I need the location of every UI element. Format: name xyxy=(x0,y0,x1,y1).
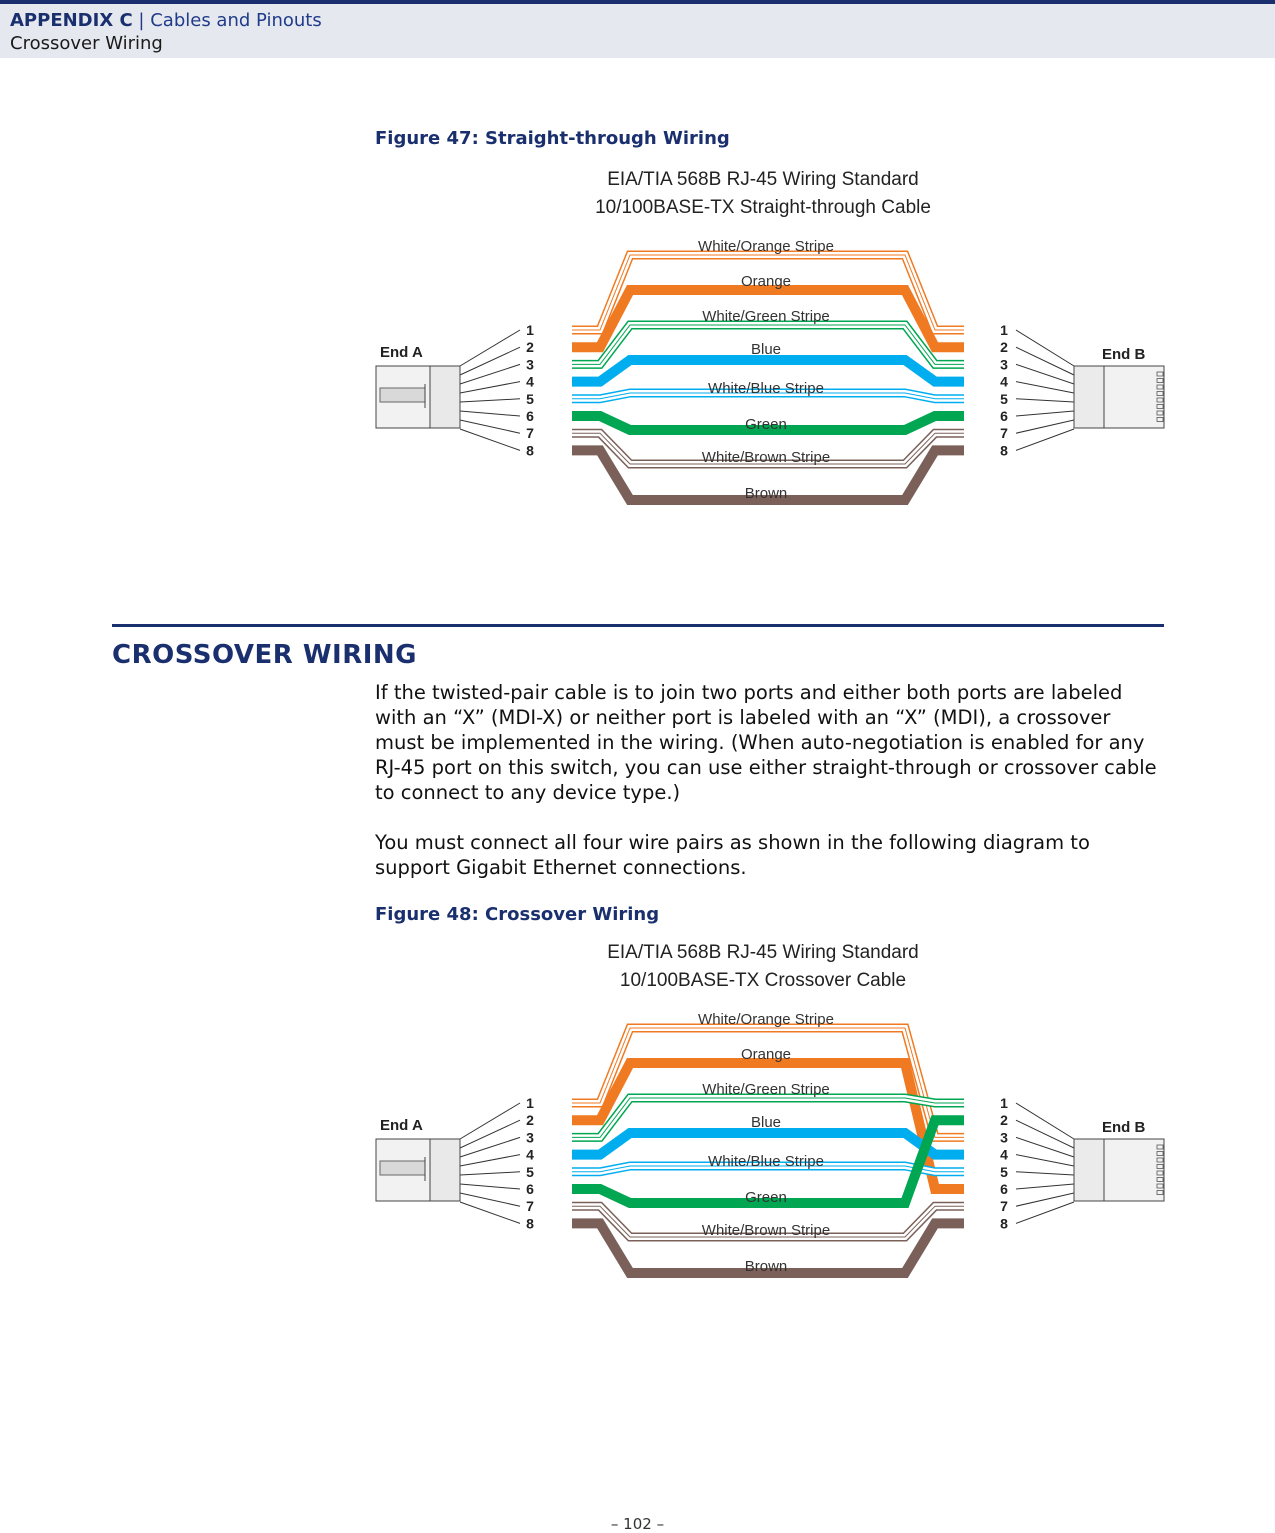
figure-47-diagram xyxy=(360,160,1180,560)
pin-number-a: 4 xyxy=(526,373,534,390)
wire-label: Green xyxy=(745,1189,787,1206)
pin-number-b: 1 xyxy=(1000,1095,1008,1111)
leader-line-a xyxy=(460,1137,520,1157)
pin-number-a: 2 xyxy=(526,339,534,356)
leader-line-b xyxy=(1016,1172,1074,1175)
leader-line-b xyxy=(1016,1137,1074,1157)
pin-number-a: 7 xyxy=(526,1198,534,1215)
pin-number-a: 2 xyxy=(526,1112,534,1129)
pin-number-a: 8 xyxy=(526,1215,534,1232)
leader-line-a xyxy=(460,1155,520,1166)
pin-number-b: 6 xyxy=(1000,408,1008,424)
leader-line-a xyxy=(460,420,520,433)
rj45-connector-end-b xyxy=(1074,1139,1164,1201)
leader-line-b xyxy=(1016,1202,1074,1223)
wire-label: White/Blue Stripe xyxy=(708,1153,824,1170)
pin-number-b: 3 xyxy=(1000,356,1008,373)
end-b-label: End B xyxy=(1102,346,1146,363)
leader-line-b xyxy=(1016,1193,1074,1206)
leader-line-a xyxy=(460,1193,520,1206)
pin-number-a: 6 xyxy=(526,408,534,424)
pin-number-b: 7 xyxy=(1000,1198,1008,1215)
pin-number-b: 3 xyxy=(1000,1129,1008,1146)
leader-line-a xyxy=(460,364,520,384)
pin-number-b: 5 xyxy=(1000,1163,1008,1180)
pin-number-b: 8 xyxy=(1000,442,1008,459)
leader-line-a xyxy=(460,429,520,450)
page-number: – 102 – xyxy=(610,1515,665,1533)
wire-label: White/Green Stripe xyxy=(702,1081,830,1098)
leader-line-b xyxy=(1016,411,1074,416)
pin-number-a: 1 xyxy=(526,1095,534,1111)
leader-line-b xyxy=(1016,1155,1074,1166)
wire-4 xyxy=(572,360,964,382)
wire-label: Blue xyxy=(750,341,782,358)
section-title: CROSSOVER WIRING xyxy=(112,640,417,670)
leader-line-b xyxy=(1016,1184,1074,1189)
diagram-title-line2: 10/100BASE-TX Crossover Cable xyxy=(619,970,907,991)
pin-number-b: 5 xyxy=(1000,390,1008,407)
diagram-title-line2: 10/100BASE-TX Straight-through Cable xyxy=(595,197,931,218)
paragraph-gigabit-note: You must connect all four wire pairs as shown in the following diagram to support Gigabit Ethernet connections. xyxy=(375,831,1090,879)
leader-line-a xyxy=(460,1202,520,1223)
chapter-title: Cables and Pinouts xyxy=(150,10,322,31)
pin-number-b: 7 xyxy=(1000,425,1008,442)
wire-label: Orange xyxy=(740,273,792,290)
paragraph-crossover-intro: If the twisted-pair cable is to join two ports and either both ports are labeled with an “X” (MDI-X) or neither port is labeled with an “X” (MDI), a crossover must be implemented in the wiring. (When auto-negotiation is enabled for any RJ-45 port on this switch, you can use either straight-through or crossover cable to connect to any device type.) xyxy=(375,681,1157,804)
header-section: Crossover Wiring xyxy=(10,33,163,54)
leader-line-a xyxy=(460,411,520,416)
pin-number-a: 5 xyxy=(526,390,534,407)
wire-label: White/Green Stripe xyxy=(702,308,830,325)
wire-4 xyxy=(572,1133,964,1155)
leader-line-a xyxy=(460,399,520,402)
wire-label: Green xyxy=(745,416,787,433)
wire-label: White/Orange Stripe xyxy=(698,1011,834,1028)
header-separator: | xyxy=(138,10,145,31)
leader-line-b xyxy=(1016,382,1074,393)
pin-number-b: 6 xyxy=(1000,1181,1008,1197)
pin-number-b: 1 xyxy=(1000,322,1008,338)
end-b-label: End B xyxy=(1102,1119,1146,1136)
pin-number-b: 2 xyxy=(1000,339,1008,356)
page-header xyxy=(0,0,1275,58)
appendix-label: APPENDIX C xyxy=(10,10,133,31)
pin-number-b: 4 xyxy=(1000,1146,1008,1163)
wire-label: Blue xyxy=(750,1114,782,1131)
wire-label: White/Brown Stripe xyxy=(701,1222,831,1239)
pin-number-a: 6 xyxy=(526,1181,534,1197)
diagram-title-line1: EIA/TIA 568B RJ-45 Wiring Standard xyxy=(607,942,919,963)
section-divider xyxy=(112,624,1164,627)
wire-label: White/Orange Stripe xyxy=(698,238,834,255)
pin-number-a: 3 xyxy=(526,356,534,373)
pin-number-a: 8 xyxy=(526,442,534,459)
leader-line-a xyxy=(460,382,520,393)
pin-number-a: 3 xyxy=(526,1129,534,1146)
diagram-title-line1: EIA/TIA 568B RJ-45 Wiring Standard xyxy=(607,169,919,190)
leader-line-a xyxy=(460,1184,520,1189)
figure-48-diagram xyxy=(360,933,1180,1333)
leader-line-b xyxy=(1016,364,1074,384)
wire-label: White/Brown Stripe xyxy=(701,449,831,466)
wire-label: Brown xyxy=(744,485,788,502)
wire-label: Orange xyxy=(740,1046,792,1063)
pin-number-a: 7 xyxy=(526,425,534,442)
pin-number-a: 1 xyxy=(526,322,534,338)
rj45-connector-end-a xyxy=(376,366,460,428)
rj45-connector-end-a xyxy=(376,1139,460,1201)
end-a-label: End A xyxy=(380,344,423,361)
leader-line-b xyxy=(1016,399,1074,402)
pin-number-a: 4 xyxy=(526,1146,534,1163)
pin-number-a: 5 xyxy=(526,1163,534,1180)
figure-48-caption: Figure 48: Crossover Wiring xyxy=(375,904,660,925)
end-a-label: End A xyxy=(380,1117,423,1134)
header-chapter-line xyxy=(10,10,322,31)
pin-number-b: 4 xyxy=(1000,373,1008,390)
wire-label: Brown xyxy=(744,1258,788,1275)
leader-line-b xyxy=(1016,420,1074,433)
figure-47-caption: Figure 47: Straight-through Wiring xyxy=(375,128,730,149)
pin-number-b: 8 xyxy=(1000,1215,1008,1232)
pin-number-b: 2 xyxy=(1000,1112,1008,1129)
leader-line-a xyxy=(460,1172,520,1175)
leader-line-b xyxy=(1016,429,1074,450)
rj45-connector-end-b xyxy=(1074,366,1164,428)
wire-label: White/Blue Stripe xyxy=(708,380,824,397)
